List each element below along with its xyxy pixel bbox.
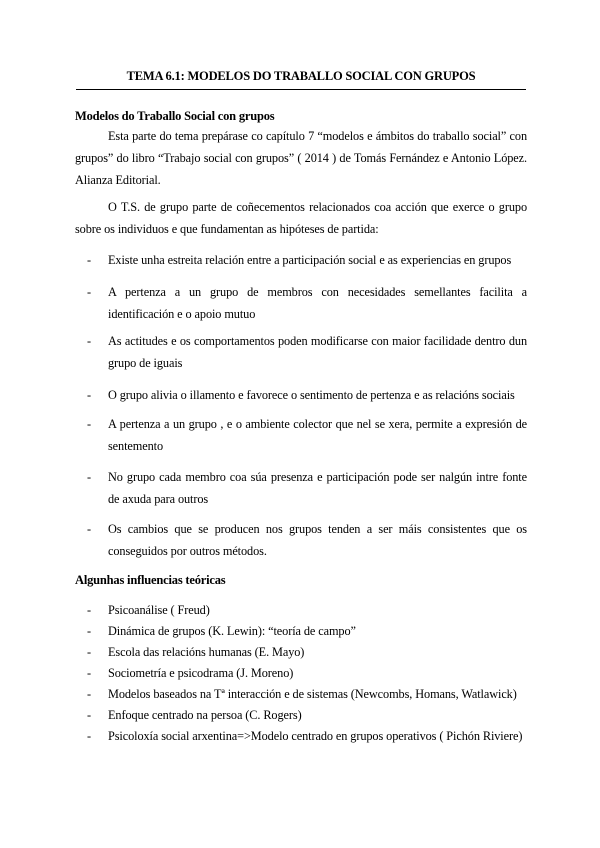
list-item-text: Modelos baseados na Tª interacción e de sistemas (Newcombs, Homans, Watlawick) xyxy=(108,687,517,701)
bullet-dash: - xyxy=(87,687,91,701)
list-item-text: Dinámica de grupos (K. Lewin): “teoría de campo” xyxy=(108,624,356,638)
list-item xyxy=(87,384,527,406)
bullet-dash: - xyxy=(87,253,91,267)
bullet-dash: - xyxy=(87,645,91,659)
list-item xyxy=(87,466,527,510)
page-title: TEMA 6.1: MODELOS DO TRABALLO SOCIAL CON GRUPOS xyxy=(126,69,476,83)
hypotheses-paragraph: O T.S. de grupo parte de coñecementos relacionados coa acción que exerce o grupo sobre os individuos e que fundamentan as hipóteses de partida: xyxy=(75,200,527,236)
list-item-text: A pertenza a un grupo , e o ambiente colector que nel se xera, permite a expresión de sentemento xyxy=(108,417,527,453)
list-item xyxy=(87,686,527,702)
list-item xyxy=(87,413,527,457)
bullet-dash: - xyxy=(87,729,91,743)
list-item xyxy=(87,518,527,562)
bullet-dash: - xyxy=(87,522,91,536)
bullet-dash: - xyxy=(87,417,91,431)
list-item xyxy=(87,707,527,723)
list-item xyxy=(87,602,527,618)
list-item-text: O grupo alivia o illamento e favorece o sentimento de pertenza e as relacións sociais xyxy=(108,388,515,402)
list-item-text: Enfoque centrado na persoa (C. Rogers) xyxy=(108,708,302,722)
list-item-text: Os cambios que se producen nos grupos tenden a ser máis consistentes que os conseguidos por outros métodos. xyxy=(108,522,527,558)
list-item xyxy=(87,281,527,325)
list-item xyxy=(87,665,527,681)
bullet-dash: - xyxy=(87,603,91,617)
list-item-text: As actitudes e os comportamentos poden modificarse con maior facilidade dentro dun grupo de iguais xyxy=(108,334,527,370)
list-item-text: Existe unha estreita relación entre a participación social e as experiencias en grupos xyxy=(108,253,512,267)
section-heading-influences: Algunhas influencias teóricas xyxy=(75,573,226,587)
list-item xyxy=(87,249,527,271)
title-underline xyxy=(76,89,526,90)
list-item-text: Psicoloxía social arxentina=>Modelo centrado en grupos operativos ( Pichón Riviere) xyxy=(108,729,523,743)
bullet-dash: - xyxy=(87,334,91,348)
bullet-dash: - xyxy=(87,708,91,722)
bullet-dash: - xyxy=(87,285,91,299)
list-item-text: No grupo cada membro coa súa presenza e participación pode ser nalgún intre fonte de axuda para outros xyxy=(108,470,527,506)
list-item xyxy=(87,644,527,660)
list-item-text: Sociometría e psicodrama (J. Moreno) xyxy=(108,666,294,680)
list-item xyxy=(87,330,527,374)
list-item xyxy=(87,728,527,744)
bullet-dash: - xyxy=(87,388,91,402)
bullet-dash: - xyxy=(87,470,91,484)
bullet-dash: - xyxy=(87,624,91,638)
list-item-text: A pertenza a un grupo de membros con necesidades semellantes facilita a identificación e o apoio mutuo xyxy=(108,285,527,321)
list-item xyxy=(87,623,527,639)
bullet-dash: - xyxy=(87,666,91,680)
list-item-text: Psicoanálise ( Freud) xyxy=(108,603,210,617)
section-heading-models: Modelos do Traballo Social con grupos xyxy=(75,109,275,123)
intro-paragraph: Esta parte do tema prepárase co capítulo 7 “modelos e ámbitos do traballo social” con grupos” do libro “Trabajo social con grupos” ( 2014 ) de Tomás Fernández e Antonio López. Alianza Editorial. xyxy=(75,129,527,187)
list-item-text: Escola das relacións humanas (E. Mayo) xyxy=(108,645,305,659)
